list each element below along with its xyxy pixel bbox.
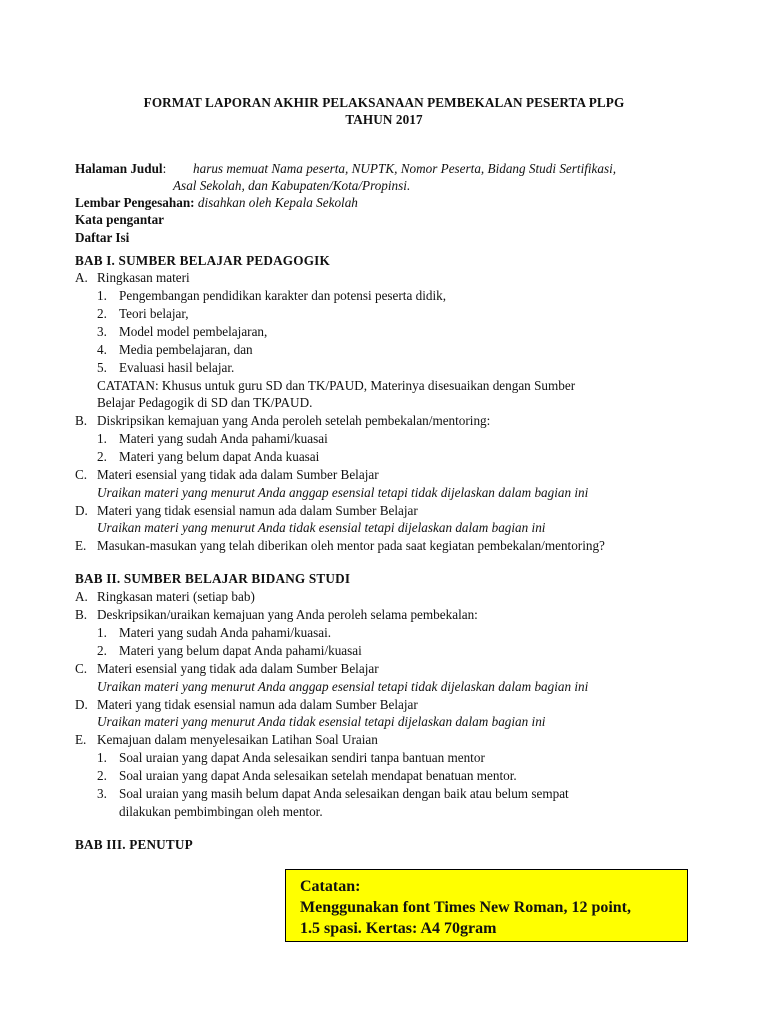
bab1-a-item: Evaluasi hasil belajar. bbox=[119, 360, 235, 375]
bab2-e-item-cont: dilakukan pembimbingan oleh mentor. bbox=[119, 804, 323, 819]
bab1-b-marker: B. bbox=[75, 413, 88, 428]
bab2-e-text: Kemajuan dalam menyelesaikan Latihan Soal Uraian bbox=[97, 732, 378, 747]
lembar-pengesahan: Lembar Pengesahan: disahkan oleh Kepala Sekolah bbox=[75, 195, 358, 210]
bab2-e-item-num: 2. bbox=[97, 768, 107, 783]
bab1-d-text: Materi yang tidak esensial namun ada dalam Sumber Belajar bbox=[97, 503, 418, 518]
document-title: FORMAT LAPORAN AKHIR PELAKSANAAN PEMBEKALAN PESERTA PLPG bbox=[143, 95, 625, 110]
bab2-b-item-num: 1. bbox=[97, 625, 107, 640]
bab1-a-item-num: 5. bbox=[97, 360, 107, 375]
bab1-b-item-num: 1. bbox=[97, 431, 107, 446]
bab2-e-item-num: 3. bbox=[97, 786, 107, 801]
bab2-b-text: Deskripsikan/uraikan kemajuan yang Anda peroleh selama pembekalan: bbox=[97, 607, 478, 622]
bab2-d-note: Uraikan materi yang menurut Anda tidak esensial tetapi dijelaskan dalam bagian ini bbox=[97, 714, 546, 729]
halaman-judul-text-cont: Asal Sekolah, dan Kabupaten/Kota/Propinsi. bbox=[173, 178, 411, 193]
bab2-a-text: Ringkasan materi (setiap bab) bbox=[97, 589, 255, 604]
bab1-b-item-num: 2. bbox=[97, 449, 107, 464]
bab1-b-text: Diskripsikan kemajuan yang Anda peroleh setelah pembekalan/mentoring: bbox=[97, 413, 491, 428]
note-title: Catatan: bbox=[300, 878, 361, 895]
bab2-b-item: Materi yang sudah Anda pahami/kuasai. bbox=[119, 625, 332, 640]
kata-pengantar: Kata pengantar bbox=[75, 212, 165, 227]
bab1-a-item-num: 4. bbox=[97, 342, 107, 357]
bab3-heading: BAB III. PENUTUP bbox=[75, 837, 193, 852]
bab2-e-marker: E. bbox=[75, 732, 87, 747]
bab1-a-item: Pengembangan pendidikan karakter dan potensi peserta didik, bbox=[119, 288, 447, 303]
bab2-a-marker: A. bbox=[75, 589, 88, 604]
halaman-judul-label: Halaman Judul: bbox=[75, 161, 167, 176]
bab1-a-item: Media pembelajaran, dan bbox=[119, 342, 253, 357]
bab1-b-item: Materi yang sudah Anda pahami/kuasai bbox=[119, 431, 328, 446]
bab2-c-text: Materi esensial yang tidak ada dalam Sumber Belajar bbox=[97, 661, 379, 676]
note-line: 1.5 spasi. Kertas: A4 70gram bbox=[300, 920, 497, 937]
bab1-catatan-cont: Belajar Pedagogik di SD dan TK/PAUD. bbox=[97, 395, 313, 410]
bab2-b-item: Materi yang belum dapat Anda pahami/kuasai bbox=[119, 643, 362, 658]
bab2-d-marker: D. bbox=[75, 697, 88, 712]
daftar-isi: Daftar Isi bbox=[75, 230, 130, 245]
bab2-c-marker: C. bbox=[75, 661, 88, 676]
bab1-a-marker: A. bbox=[75, 270, 88, 285]
bab1-e-marker: E. bbox=[75, 538, 87, 553]
bab1-d-marker: D. bbox=[75, 503, 88, 518]
bab2-e-item-num: 1. bbox=[97, 750, 107, 765]
bab2-c-note: Uraikan materi yang menurut Anda anggap esensial tetapi tidak dijelaskan dalam bagian ini bbox=[97, 679, 589, 694]
bab2-e-item: Soal uraian yang masih belum dapat Anda selesaikan dengan baik atau belum sempat bbox=[119, 786, 569, 801]
halaman-judul-text: harus memuat Nama peserta, NUPTK, Nomor Peserta, Bidang Studi Sertifikasi, bbox=[193, 161, 617, 176]
bab1-c-marker: C. bbox=[75, 467, 88, 482]
bab1-a-item-num: 3. bbox=[97, 324, 107, 339]
bab1-a-item: Model model pembelajaran, bbox=[119, 324, 268, 339]
bab2-d-text: Materi yang tidak esensial namun ada dalam Sumber Belajar bbox=[97, 697, 418, 712]
bab1-a-item-num: 1. bbox=[97, 288, 107, 303]
bab2-e-item: Soal uraian yang dapat Anda selesaikan setelah mendapat benatuan mentor. bbox=[119, 768, 517, 783]
bab2-heading: BAB II. SUMBER BELAJAR BIDANG STUDI bbox=[75, 571, 351, 586]
bab1-a-item-num: 2. bbox=[97, 306, 107, 321]
note-box bbox=[285, 869, 688, 942]
note-line: Menggunakan font Times New Roman, 12 point, bbox=[300, 899, 632, 916]
document-title-year: TAHUN 2017 bbox=[345, 112, 423, 127]
bab1-c-text: Materi esensial yang tidak ada dalam Sumber Belajar bbox=[97, 467, 379, 482]
bab1-a-item: Teori belajar, bbox=[119, 306, 189, 321]
bab2-b-item-num: 2. bbox=[97, 643, 107, 658]
bab1-catatan: CATATAN: Khusus untuk guru SD dan TK/PAUD, Materinya disesuaikan dengan Sumber bbox=[97, 378, 576, 393]
bab1-d-note: Uraikan materi yang menurut Anda tidak esensial tetapi dijelaskan dalam bagian ini bbox=[97, 520, 546, 535]
bab2-b-marker: B. bbox=[75, 607, 88, 622]
bab1-b-item: Materi yang belum dapat Anda kuasai bbox=[119, 449, 320, 464]
bab2-e-item: Soal uraian yang dapat Anda selesaikan sendiri tanpa bantuan mentor bbox=[119, 750, 485, 765]
bab1-a-text: Ringkasan materi bbox=[97, 270, 190, 285]
bab1-heading: BAB I. SUMBER BELAJAR PEDAGOGIK bbox=[75, 253, 330, 268]
bab1-c-note: Uraikan materi yang menurut Anda anggap esensial tetapi tidak dijelaskan dalam bagian ini bbox=[97, 485, 589, 500]
bab1-e-text: Masukan-masukan yang telah diberikan oleh mentor pada saat kegiatan pembekalan/mentoring? bbox=[97, 538, 605, 553]
